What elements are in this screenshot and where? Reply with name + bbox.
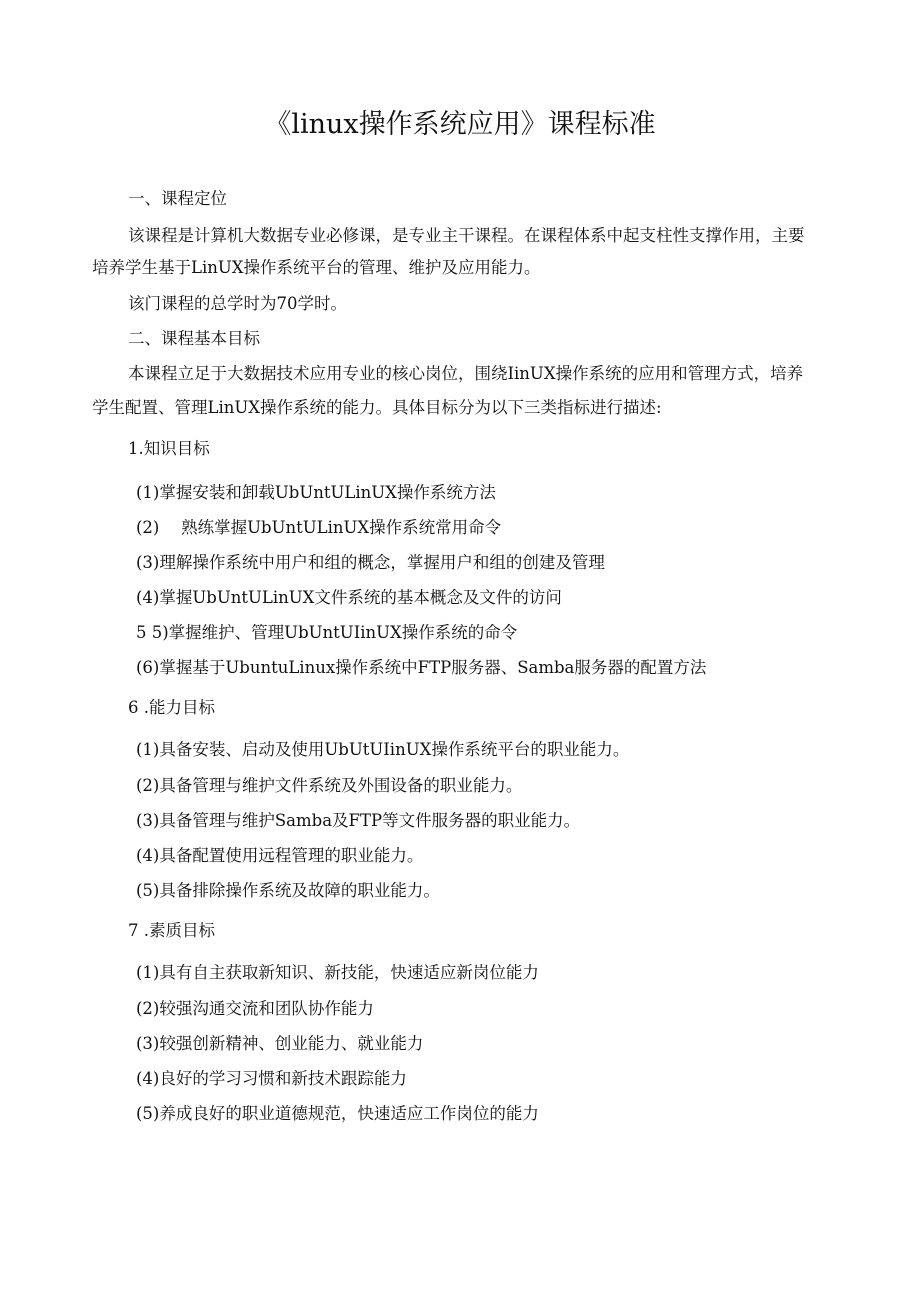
paragraph-line: 学生配置、管理LinUX操作系统的能力。具体目标分为以下三类指标进行描述: bbox=[92, 398, 662, 417]
paragraph: 该门课程的总学时为70学时。 bbox=[128, 294, 347, 313]
list-item: (1)具备安装、启动及使用UbUtUIinUX操作系统平台的职业能力。 bbox=[136, 740, 630, 759]
list-item: (4)具备配置使用远程管理的职业能力。 bbox=[136, 846, 424, 865]
knowledge-heading: 1.知识目标 bbox=[128, 439, 210, 458]
list-item: (5)具备排除操作系统及故障的职业能力。 bbox=[136, 881, 440, 900]
list-item: 5 5)掌握维护、管理UbUntUIinUX操作系统的命令 bbox=[136, 623, 518, 642]
section-heading-positioning: 一、课程定位 bbox=[128, 189, 227, 208]
list-item: (5)养成良好的职业道德规范，快速适应工作岗位的能力 bbox=[136, 1104, 539, 1123]
list-item: (4)掌握UbUntULinUX文件系统的基本概念及文件的访问 bbox=[136, 588, 562, 607]
list-item: (2)具备管理与维护文件系统及外围设备的职业能力。 bbox=[136, 776, 523, 795]
document-title: 《linux操作系统应用》课程标准 bbox=[264, 109, 656, 140]
section-heading-objectives: 二、课程基本目标 bbox=[128, 329, 260, 348]
paragraph-line: 该课程是计算机大数据专业必修课，是专业主干课程。在课程体系中起支柱性支撑作用，主要 bbox=[128, 226, 805, 245]
list-item: (2) 熟练掌握UbUntULinUX操作系统常用命令 bbox=[136, 518, 502, 537]
paragraph-line: 培养学生基于LinUX操作系统平台的管理、维护及应用能力。 bbox=[92, 258, 541, 277]
list-item: (3)具备管理与维护Samba及FTP等文件服务器的职业能力。 bbox=[136, 811, 581, 830]
list-item: (4)良好的学习习惯和新技术跟踪能力 bbox=[136, 1069, 407, 1088]
paragraph-line: 本课程立足于大数据技术应用专业的核心岗位，围绕IinUX操作系统的应用和管理方式，培养 bbox=[128, 364, 804, 383]
ability-heading: 6 .能力目标 bbox=[128, 698, 215, 717]
list-item: (3)理解操作系统中用户和组的概念，掌握用户和组的创建及管理 bbox=[136, 553, 605, 572]
list-item: (2)较强沟通交流和团队协作能力 bbox=[136, 999, 374, 1018]
quality-heading: 7 .素质目标 bbox=[128, 921, 215, 940]
list-item: (1)具有自主获取新知识、新技能，快速适应新岗位能力 bbox=[136, 963, 539, 982]
list-item: (6)掌握基于UbuntuLinux操作系统中FTP服务器、Samba服务器的配置方法 bbox=[136, 658, 707, 677]
list-item: (3)较强创新精神、创业能力、就业能力 bbox=[136, 1034, 424, 1053]
list-item: (1)掌握安装和卸载UbUntULinUX操作系统方法 bbox=[136, 483, 496, 502]
